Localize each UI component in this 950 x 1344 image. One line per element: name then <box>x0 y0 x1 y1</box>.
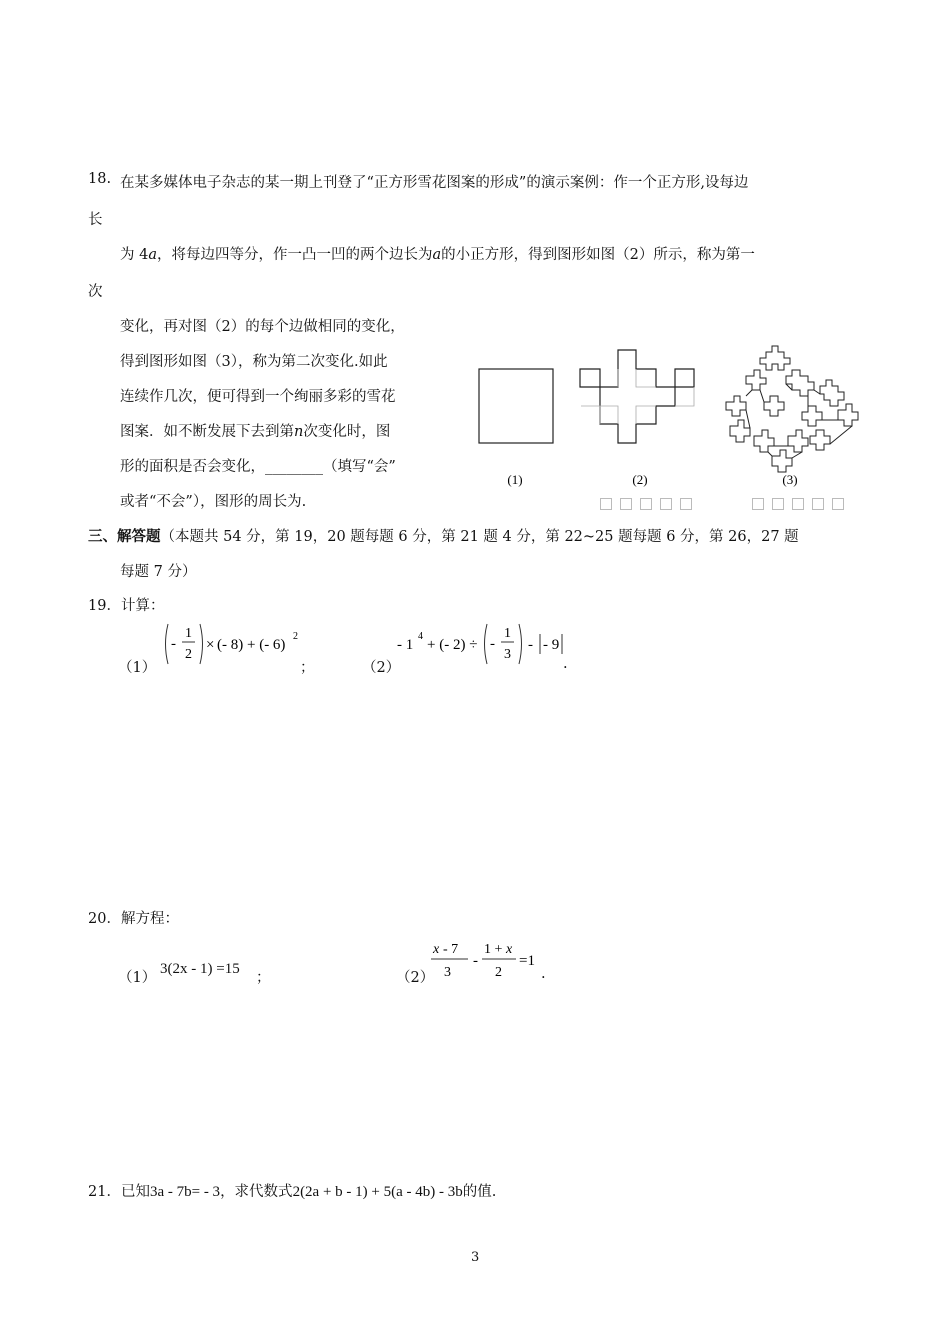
figure3-label: (3) <box>782 472 798 487</box>
q21-end: 的值. <box>462 1184 497 1200</box>
section3-desc2: 每题 7 分） <box>120 564 197 580</box>
q18-line3: 变化，再对图（2）的每个边做相同的变化， <box>120 319 405 335</box>
q19-part1-label: （1） <box>118 660 157 676</box>
q18-line2d: 次 <box>88 284 103 300</box>
q18-line1: 在某多媒体电子杂志的某一期上刊登了“正方形雪花图案的形成”的演示案例：作一个正方形,设每边 <box>120 175 749 191</box>
q19-part2-end: . <box>563 656 568 672</box>
figure1-square <box>479 369 553 443</box>
q20-label: 20．解方程： <box>88 911 179 927</box>
q21-number: 21．已知 <box>88 1184 150 1200</box>
q18-line6 <box>120 420 390 441</box>
q19-part2-label: （2） <box>362 660 401 676</box>
figure2-shape <box>580 350 694 443</box>
q18-l6a: 图案．如不断发展下去到第 <box>120 424 294 440</box>
figure2-caption-glyphs <box>600 498 700 514</box>
svg-text:2: 2 <box>185 647 192 662</box>
q18-l2b: ，将每边四等分，作一凸一凹的两个边长为 <box>157 247 433 263</box>
q20-part1-label: （1） <box>118 970 157 986</box>
svg-text:- 7: - 7 <box>443 942 459 957</box>
svg-text:- 1: - 1 <box>397 637 414 653</box>
q21-expression: 2(2a + b - 1) + 5(a - 4b) - 3b <box>292 1184 463 1200</box>
q21-line <box>88 1180 496 1201</box>
q18-number: 18. <box>88 171 112 187</box>
svg-text:x: x <box>506 942 513 957</box>
q19-part1-end: ； <box>300 660 315 676</box>
q18-l2c: 的小正方形，得到图形如图（2）所示，称为第一 <box>441 247 755 263</box>
svg-text:3: 3 <box>444 965 451 980</box>
svg-text:- 9: - 9 <box>543 637 560 653</box>
q18-line1b: 长 <box>88 212 103 228</box>
svg-text:1 +: 1 + <box>484 942 503 957</box>
svg-text:2: 2 <box>495 965 502 980</box>
section3-desc1: （本题共 54 分，第 19，20 题每题 6 分，第 21 题 4 分，第 22~25 题每题 6 分，第 26，27 题 <box>160 529 799 545</box>
q18-line7: 形的面积是否会变化，________（填写“会” <box>120 459 396 475</box>
q21-mid: ，求代数式 <box>220 1184 293 1200</box>
q18-l2-var2: a <box>432 247 442 263</box>
svg-text:2: 2 <box>293 631 298 642</box>
svg-text:-: - <box>171 636 176 652</box>
q18-line4: 得到图形如图（3），称为第二次变化.如此 <box>120 354 388 370</box>
svg-text:1: 1 <box>504 626 511 641</box>
q20-part2-expression <box>430 936 545 986</box>
svg-text:+ (- 2) ÷: + (- 2) ÷ <box>427 637 478 653</box>
q18-l2-var: a <box>148 247 157 263</box>
svg-text:-: - <box>490 636 495 652</box>
page-number: 3 <box>471 1250 480 1265</box>
svg-text:(- 8) + (- 6): (- 8) + (- 6) <box>217 637 286 653</box>
svg-text:1: 1 <box>185 626 192 641</box>
figure2-label: (2) <box>632 472 648 487</box>
section3-heading <box>88 525 799 546</box>
svg-text:-: - <box>473 953 478 969</box>
figure2-grid <box>581 369 694 424</box>
q18-line8: 或者“不会”），图形的周长为. <box>120 494 307 510</box>
q19-label: 19．计算： <box>88 598 165 614</box>
q20-part1-expression: 3(2x - 1) =15 <box>160 961 240 977</box>
svg-text:-: - <box>528 637 533 653</box>
q18-l6-var: n <box>294 424 304 440</box>
q18-l2a: 为 4 <box>120 247 149 263</box>
figure1-label: (1) <box>507 472 523 487</box>
q18-l6b: 次变化时，图 <box>303 424 391 440</box>
svg-text:×: × <box>206 637 215 653</box>
figure3-caption-glyphs <box>752 498 852 514</box>
svg-text:3: 3 <box>504 647 511 662</box>
q19-part2-expression <box>395 620 565 668</box>
svg-text:x: x <box>433 942 440 957</box>
section3-title: 三、解答题 <box>88 528 161 545</box>
q18-figures <box>470 340 860 515</box>
q20-part1-end: ； <box>256 970 271 986</box>
svg-text:4: 4 <box>418 631 423 642</box>
q19-part1-expression <box>160 620 310 668</box>
q20-part2-label: （2） <box>396 970 435 986</box>
q20-part2-end: . <box>541 966 546 982</box>
q18-line2 <box>120 243 755 264</box>
svg-text:=1: =1 <box>519 953 535 969</box>
q18-line5: 连续作几次，便可得到一个绚丽多彩的雪花 <box>120 389 396 405</box>
q21-condition: 3a - 7b= - 3 <box>149 1184 221 1200</box>
figure3-snowflake <box>726 346 858 472</box>
